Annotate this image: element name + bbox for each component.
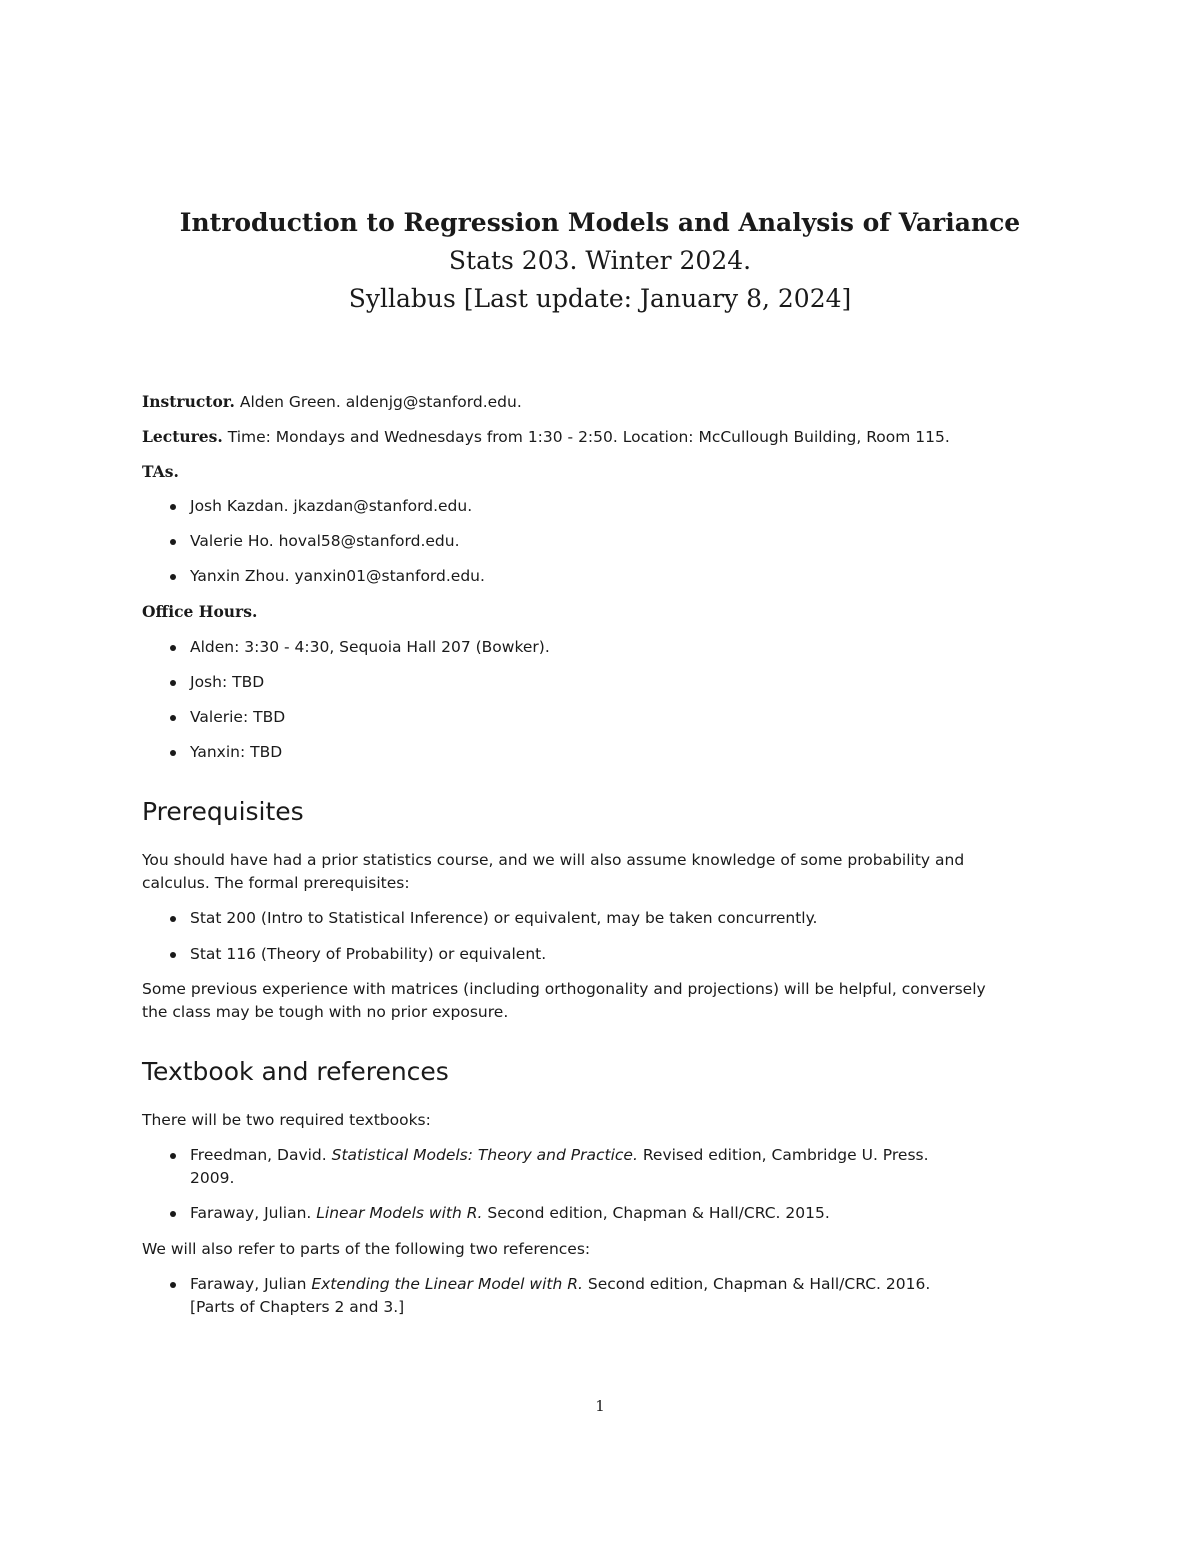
syllabus-update-line: Syllabus [Last update: January 8, 2024] bbox=[348, 284, 852, 313]
office-hours-item: Yanxin: TBD bbox=[190, 743, 283, 761]
textbook-author: Faraway, Julian. bbox=[190, 1204, 312, 1222]
prerequisites-intro-line: calculus. The formal prerequisites: bbox=[142, 874, 410, 892]
prerequisites-note-line: Some previous experience with matrices (including orthogonality and projections) will be helpful, conversely bbox=[142, 980, 986, 998]
references-intro: We will also refer to parts of the following two references: bbox=[142, 1240, 591, 1258]
textbook-item bbox=[190, 1144, 929, 1167]
ta-item: Yanxin Zhou. yanxin01@stanford.edu. bbox=[190, 567, 485, 585]
lectures-text: Time: Mondays and Wednesdays from 1:30 - 2:50. Location: McCullough Building, Room 115. bbox=[227, 428, 950, 446]
prerequisite-item: Stat 200 (Intro to Statistical Inference) or equivalent, may be taken concurrently. bbox=[190, 909, 818, 927]
reference-note: [Parts of Chapters 2 and 3.] bbox=[190, 1298, 405, 1316]
bullet bbox=[170, 530, 178, 538]
textbook-author: Freedman, David. bbox=[190, 1146, 327, 1164]
reference-author: Faraway, Julian bbox=[190, 1275, 307, 1293]
bullet bbox=[170, 943, 178, 951]
bullet bbox=[170, 565, 178, 573]
prerequisites-intro-line: You should have had a prior statistics course, and we will also assume knowledge of some probability and bbox=[142, 851, 965, 869]
prerequisite-item: Stat 116 (Theory of Probability) or equivalent. bbox=[190, 945, 547, 963]
instructor-line bbox=[142, 390, 522, 414]
textbooks-heading: Textbook and references bbox=[142, 1057, 449, 1086]
reference-item bbox=[190, 1273, 930, 1296]
reference-title: Extending the Linear Model with R. bbox=[311, 1275, 583, 1293]
textbook-year: 2009. bbox=[190, 1169, 235, 1187]
bullet bbox=[170, 1273, 178, 1281]
textbook-item bbox=[190, 1202, 830, 1225]
textbook-title: Statistical Models: Theory and Practice. bbox=[331, 1146, 638, 1164]
page-number: 1 bbox=[595, 1397, 605, 1415]
bullet bbox=[170, 636, 178, 644]
reference-details: Second edition, Chapman & Hall/CRC. 2016. bbox=[587, 1275, 931, 1293]
instructor-text: Alden Green. aldenjg@stanford.edu. bbox=[239, 393, 522, 411]
bullet bbox=[170, 706, 178, 714]
tas-label: TAs. bbox=[142, 462, 179, 481]
textbook-details: Revised edition, Cambridge U. Press. bbox=[642, 1146, 929, 1164]
bullet bbox=[170, 495, 178, 503]
prerequisites-heading: Prerequisites bbox=[142, 797, 304, 826]
textbook-details: Second edition, Chapman & Hall/CRC. 2015. bbox=[487, 1204, 830, 1222]
office-hours-label: Office Hours. bbox=[142, 602, 258, 621]
office-hours-item: Valerie: TBD bbox=[190, 708, 286, 726]
textbooks-intro: There will be two required textbooks: bbox=[142, 1111, 431, 1129]
office-hours-item: Josh: TBD bbox=[190, 673, 265, 691]
bullet bbox=[170, 671, 178, 679]
bullet bbox=[170, 1202, 178, 1210]
ta-item: Valerie Ho. hoval58@stanford.edu. bbox=[190, 532, 460, 550]
textbook-title: Linear Models with R. bbox=[316, 1204, 483, 1222]
ta-item: Josh Kazdan. jkazdan@stanford.edu. bbox=[190, 497, 473, 515]
lectures-label: Lectures. bbox=[142, 427, 223, 446]
document-title: Introduction to Regression Models and Analysis of Variance bbox=[179, 208, 1021, 237]
bullet bbox=[170, 741, 178, 749]
course-line: Stats 203. Winter 2024. bbox=[448, 246, 752, 275]
bullet bbox=[170, 1144, 178, 1152]
lectures-line bbox=[142, 425, 950, 449]
office-hours-item: Alden: 3:30 - 4:30, Sequoia Hall 207 (Bowker). bbox=[190, 638, 550, 656]
prerequisites-note-line: the class may be tough with no prior exposure. bbox=[142, 1003, 509, 1021]
instructor-label: Instructor. bbox=[142, 392, 235, 411]
bullet bbox=[170, 907, 178, 915]
